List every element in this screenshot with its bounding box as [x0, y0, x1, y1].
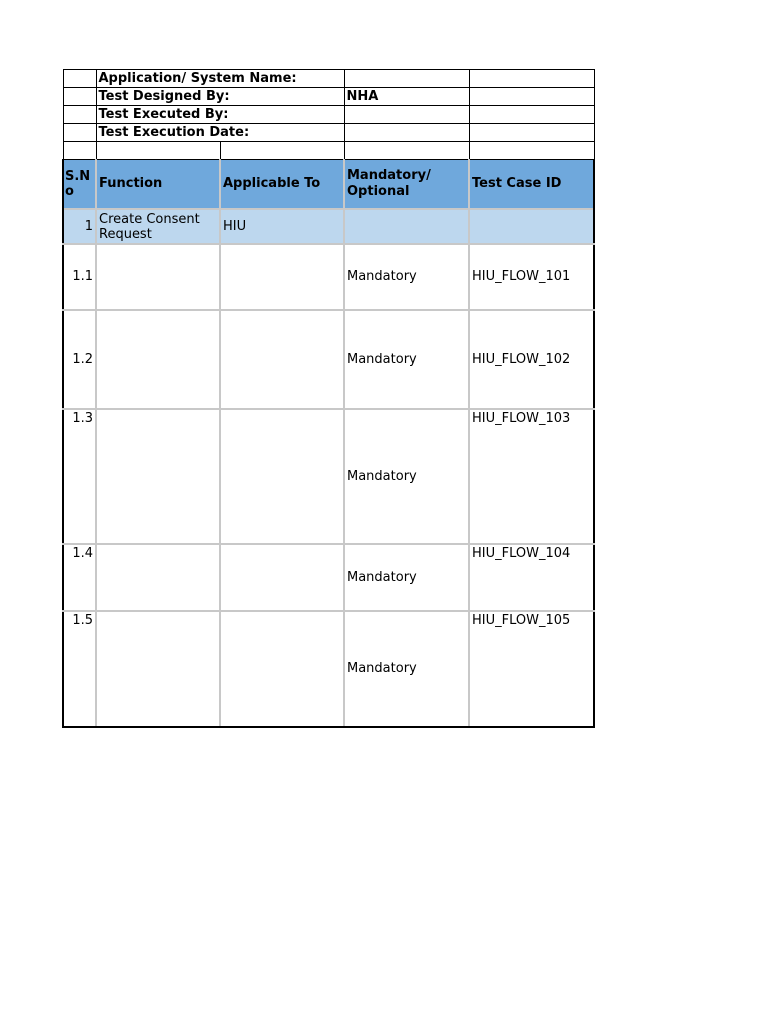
spacer-row — [63, 142, 594, 160]
row-applicable-to[interactable] — [220, 409, 344, 544]
section-sno[interactable]: 1 — [63, 209, 96, 244]
row-test-case-id[interactable]: HIU_FLOW_103 — [469, 409, 594, 544]
meta-row-application — [63, 70, 594, 88]
row-applicable-to[interactable] — [220, 310, 344, 409]
row-sno[interactable]: 1.3 — [63, 409, 96, 544]
row-test-case-id[interactable]: HIU_FLOW_104 — [469, 544, 594, 611]
header-applicable-to: Applicable To — [220, 160, 344, 210]
header-function: Function — [96, 160, 220, 210]
meta-value[interactable] — [344, 70, 469, 88]
meta-value[interactable] — [344, 124, 469, 142]
meta-label: Test Execution Date: — [96, 124, 344, 142]
row-test-case-id[interactable]: HIU_FLOW_105 — [469, 611, 594, 727]
section-mandatory[interactable] — [344, 209, 469, 244]
table-row — [63, 409, 594, 544]
row-mandatory[interactable]: Mandatory — [344, 611, 469, 727]
row-mandatory[interactable]: Mandatory — [344, 409, 469, 544]
row-applicable-to[interactable] — [220, 244, 344, 310]
meta-row-execution-date — [63, 124, 594, 142]
row-test-case-id[interactable]: HIU_FLOW_101 — [469, 244, 594, 310]
header-sno: S.No — [63, 160, 96, 210]
row-function[interactable] — [96, 310, 220, 409]
row-mandatory[interactable]: Mandatory — [344, 244, 469, 310]
row-sno[interactable]: 1.1 — [63, 244, 96, 310]
meta-label: Test Designed By: — [96, 88, 344, 106]
row-applicable-to[interactable] — [220, 544, 344, 611]
row-sno[interactable]: 1.2 — [63, 310, 96, 409]
header-test-case-id: Test Case ID — [469, 160, 594, 210]
section-applicable-to[interactable]: HIU — [220, 209, 344, 244]
meta-label: Application/ System Name: — [96, 70, 344, 88]
table-row — [63, 310, 594, 409]
table-row — [63, 244, 594, 310]
section-row — [63, 209, 594, 244]
row-mandatory[interactable]: Mandatory — [344, 310, 469, 409]
meta-value[interactable]: NHA — [344, 88, 469, 106]
row-function[interactable] — [96, 544, 220, 611]
test-case-sheet — [62, 69, 593, 728]
column-header-row — [63, 160, 594, 210]
meta-row-executed-by — [63, 106, 594, 124]
header-mandatory: Mandatory/ Optional — [344, 160, 469, 210]
row-function[interactable] — [96, 409, 220, 544]
row-function[interactable] — [96, 611, 220, 727]
row-sno[interactable]: 1.5 — [63, 611, 96, 727]
row-applicable-to[interactable] — [220, 611, 344, 727]
row-test-case-id[interactable]: HIU_FLOW_102 — [469, 310, 594, 409]
meta-row-designed-by — [63, 88, 594, 106]
table-row — [63, 611, 594, 727]
section-function[interactable]: Create Consent Request — [96, 209, 220, 244]
meta-value[interactable] — [344, 106, 469, 124]
table-row — [63, 544, 594, 611]
test-case-table — [62, 69, 595, 728]
row-sno[interactable]: 1.4 — [63, 544, 96, 611]
section-test-case-id[interactable] — [469, 209, 594, 244]
meta-label: Test Executed By: — [96, 106, 344, 124]
row-function[interactable] — [96, 244, 220, 310]
row-mandatory[interactable]: Mandatory — [344, 544, 469, 611]
